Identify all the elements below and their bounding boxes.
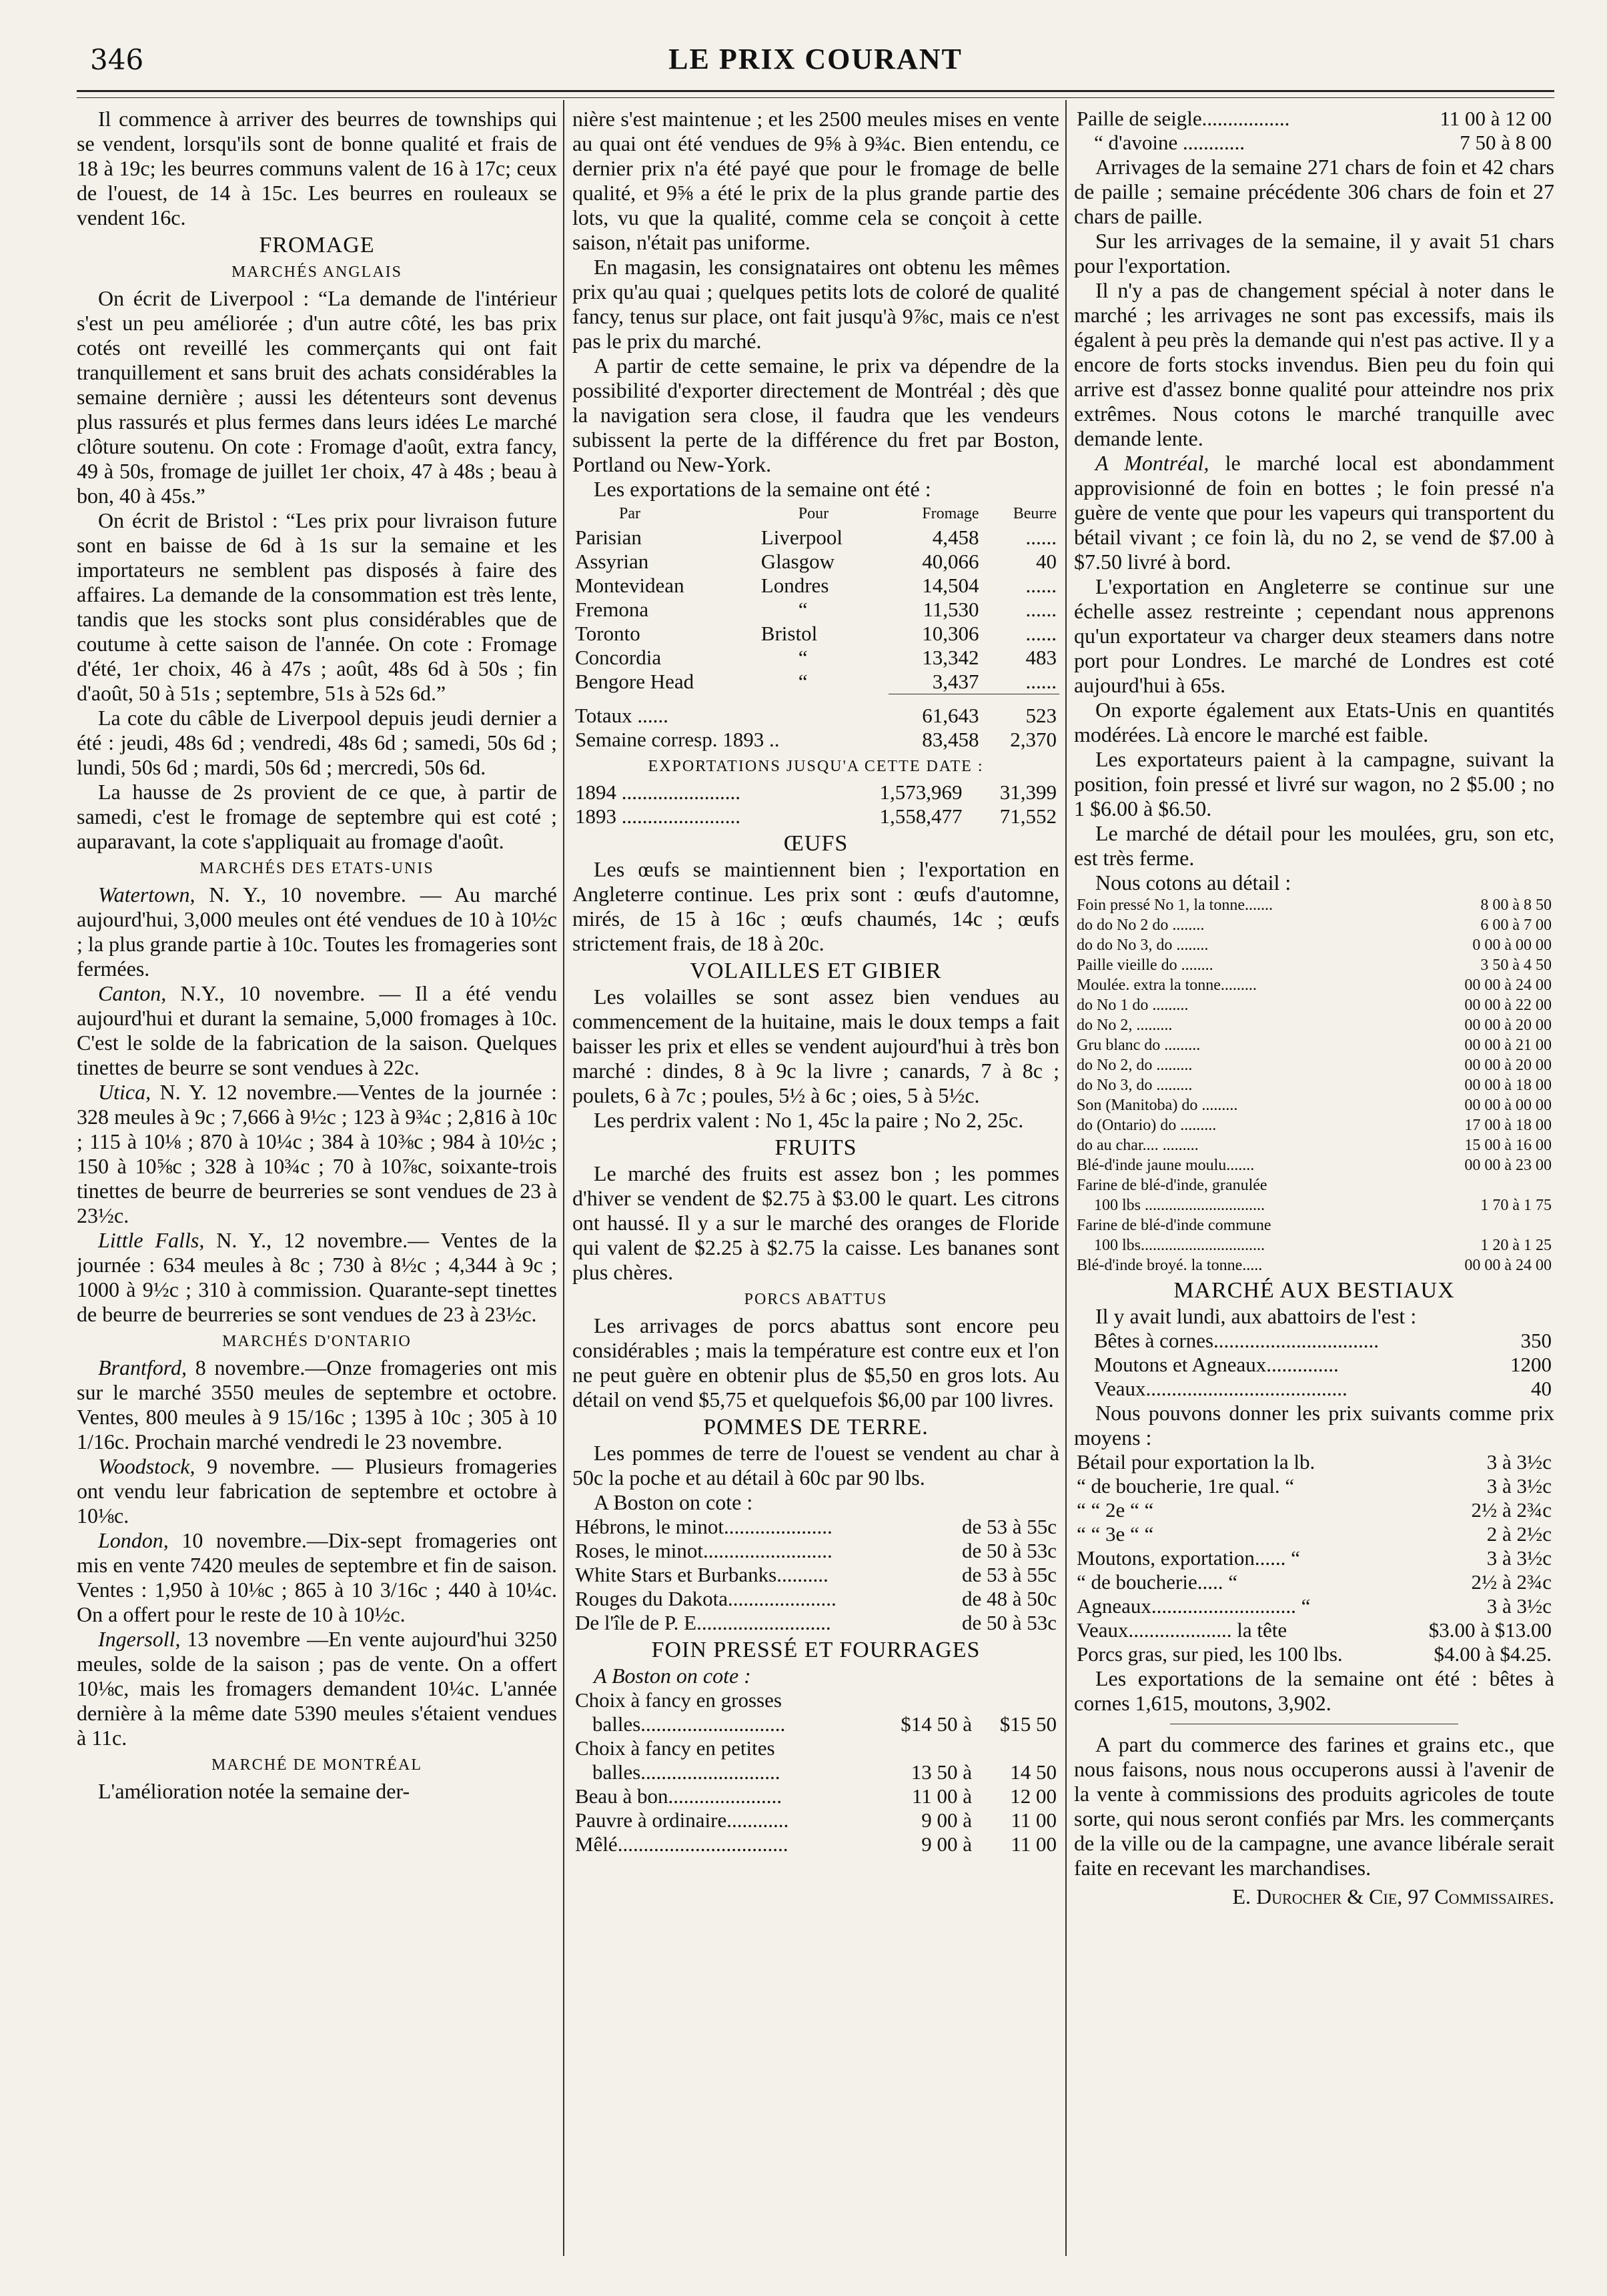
table-row xyxy=(1074,1195,1554,1215)
paragraph-arrivages: Arrivages de la semaine 271 chars de foin et 42 chars de paille ; semaine précédente 306 chars de foin et 27 chars de paille. xyxy=(1074,155,1554,228)
table-row xyxy=(1074,107,1554,131)
price-cell: $14 50 à xyxy=(901,1712,973,1736)
price-cell: 00 00 à 23 00 xyxy=(1464,1157,1552,1174)
table-row xyxy=(572,622,1059,646)
hay-table xyxy=(572,1688,1059,1856)
cheese-cell: 83,458 xyxy=(922,728,979,751)
price-cell: 1 20 à 1 25 xyxy=(1480,1237,1552,1254)
paragraph-exportateurs: Les exportateurs paient à la campagne, suivant la position, foin pressé et livré sur wagon, no 2 $5.00 ; no 1 $6.00 à $6.50. xyxy=(1074,747,1554,820)
item-cell: Choix à fancy en grosses xyxy=(575,1688,782,1712)
paragraph-montreal-hay xyxy=(1074,451,1554,574)
table-row xyxy=(1074,1055,1554,1075)
paragraph-angleterre: L'exportation en Angleterre se continue sur une échelle assez restreinte ; cependant nous apprenons qu'un exportateur va charger deux steamers dans notre port pour Londres. Le marché de Londres est coté aujourd'hui à 65s. xyxy=(1074,574,1554,697)
price-cell: 3 à 3½c xyxy=(1486,1474,1552,1498)
table-row xyxy=(1074,935,1554,955)
price-cell: 14 50 xyxy=(1010,1760,1057,1784)
item-cell: Veaux.................... la tête xyxy=(1077,1618,1287,1642)
paragraph-foin-boston: A Boston on cote : xyxy=(594,1664,751,1688)
paragraph-exporter: A partir de cette semaine, le prix va dépendre de la possibilité d'exporter directement de Montréal ; dès que la navigation sera close, il faudra que les vendeurs subissent la perte de la différence du fret par Boston, Portland ou New-York. xyxy=(572,354,1059,476)
ship-cell: Fremona xyxy=(575,598,649,621)
section-title-pommes: POMMES DE TERRE. xyxy=(703,1415,929,1440)
cheese-cell: 14,504 xyxy=(922,574,979,597)
price-cell: 00 00 à 00 00 xyxy=(1464,1097,1552,1114)
paragraph-magasin: En magasin, les consignataires ont obtenu les mêmes prix qu'au quai ; quelques petits lots de coloré de qualité fancy, tenus sur place, ont fait jusqu'à 9⅞c, mais ce n'est pas le prix du marché. xyxy=(572,255,1059,353)
price-cell: 1 70 à 1 75 xyxy=(1480,1197,1552,1214)
price-cell: 00 00 à 18 00 xyxy=(1464,1077,1552,1094)
header-rule-thin xyxy=(77,97,1554,98)
item-cell: “ d'avoine ............ xyxy=(1094,131,1245,154)
price-cell: 00 00 à 22 00 xyxy=(1464,997,1552,1014)
market-text: le marché local est abondamment approvisionné de foin en bottes ; le foin pressé n'a guère de vente que pour les vapeurs qui transportent du bétail vivant ; ce foin là, du no 2, se vend de $7.00 à $7.50 livré à bord. xyxy=(1074,451,1554,574)
butter-cell: ...... xyxy=(1025,598,1057,621)
item-cell: do No 1 do ......... xyxy=(1077,997,1189,1014)
exports-table xyxy=(572,502,1059,752)
table-row xyxy=(572,1832,1059,1856)
cheese-cell: 40,066 xyxy=(922,550,979,573)
price-cell: 9 00 à xyxy=(921,1832,973,1856)
price-cell: 11 00 à 12 00 xyxy=(1440,107,1552,130)
price-cell: 15 00 à 16 00 xyxy=(1464,1137,1552,1154)
table-row xyxy=(572,646,1059,670)
year-cell: 1893 ....................... xyxy=(575,804,740,828)
section-title-volailles: VOLAILLES ET GIBIER xyxy=(690,959,942,983)
table-row xyxy=(572,574,1059,598)
ship-cell: Assyrian xyxy=(575,550,649,573)
table-row xyxy=(1074,955,1554,975)
paragraph-arrivages-2: Sur les arrivages de la semaine, il y avait 51 chars pour l'exportation. xyxy=(1074,229,1554,277)
market-place: Watertown, xyxy=(98,883,195,907)
butter-cell: 2,370 xyxy=(1010,728,1057,751)
livestock-table xyxy=(1074,1329,1554,1401)
dest-cell: “ xyxy=(798,598,808,621)
paragraph-fruits: Le marché des fruits est assez bon ; les pommes d'hiver se vendent de $2.75 à $3.00 le quart. Les citrons ont haussé. Il y a sur le marché des oranges de Floride qui valent de $2.25 à $2.75 la caisse. Les bananes sont plus chères. xyxy=(572,1161,1059,1284)
butter-cell: 40 xyxy=(1036,550,1057,573)
paragraph-bestiaux-intro: Il y avait lundi, aux abattoirs de l'est : xyxy=(1095,1304,1417,1328)
market-entry xyxy=(77,1627,557,1750)
paragraph-exports-week: Les exportations de la semaine ont été : bêtes à cornes 1,615, moutons, 3,902. xyxy=(1074,1666,1554,1715)
market-text: 8 novembre.—Onze fromageries ont mis sur le marché 3550 meules de septembre et octobre. Ventes, 800 meules à 9 15/16c ; 1395 à 10c ; 305 à 10 1/16c. Prochain marché vendredi le 23 novembre. xyxy=(77,1355,557,1454)
table-row xyxy=(1074,1642,1554,1666)
running-title: LE PRIX COURANT xyxy=(668,43,963,75)
price-cell: 11 00 xyxy=(1011,1808,1057,1832)
item-cell: Pauvre à ordinaire............ xyxy=(575,1808,789,1832)
item-cell: Hébrons, le minot..................... xyxy=(575,1515,833,1538)
market-entry xyxy=(77,1454,557,1528)
ontario-markets xyxy=(77,1355,557,1750)
paragraph-etats-unis: On exporte également aux Etats-Unis en quantités modérées. Là encore le marché est faible. xyxy=(1074,698,1554,746)
item-cell: Blé-d'inde broyé. la tonne..... xyxy=(1077,1257,1263,1274)
market-entry xyxy=(77,1355,557,1454)
average-prices-table xyxy=(1074,1450,1554,1666)
price-cell: $15 50 xyxy=(999,1712,1057,1736)
dest-cell: Glasgow xyxy=(760,550,835,573)
item-cell: Son (Manitoba) do ......... xyxy=(1077,1097,1238,1114)
paragraph-butter: Il commence à arriver des beurres de townships qui se vendent, lorsqu'ils sont de bonne qualité et frais de 18 à 19c; les beurres communs valent de 16 à 17c; ceux de l'ouest, de 14 à 15c. Les beurres en rouleaux se vendent 16c. xyxy=(77,107,557,229)
table-row xyxy=(572,1784,1059,1808)
paragraph-changement: Il n'y a pas de changement spécial à noter dans le marché ; les arrivages ne sont pas excessifs, mais ils égalent à peu près la demande qui n'est pas active. Il y a encore de forts stocks invendus. Bien peu du foin qui arrive est d'assez bonne qualité pour atteindre nos prix extrêmes. Nous cotons le marché tranquille avec demande lente. xyxy=(1074,278,1554,450)
item-cell: Moutons, exportation...... “ xyxy=(1077,1546,1300,1570)
column-divider xyxy=(1065,100,1067,2256)
subsection-title-marches-anglais: MARCHÉS ANGLAIS xyxy=(231,263,403,281)
butter-cell: 523 xyxy=(982,694,1059,728)
table-row xyxy=(572,1808,1059,1832)
table-row xyxy=(572,1736,1059,1760)
butter-cell: ...... xyxy=(1025,574,1057,597)
section-title-fromage: FROMAGE xyxy=(259,233,375,257)
paragraph-hausse: La hausse de 2s provient de ce que, à partir de samedi, c'est le fromage de septembre qui est coté ; auparavant, la cote s'appliquait au fromage d'août. xyxy=(77,780,557,853)
price-cell: 6 00 à 7 00 xyxy=(1480,917,1552,934)
cheese-cell: 13,342 xyxy=(922,646,979,669)
item-cell: do No 2, ......... xyxy=(1077,1017,1173,1034)
section-title-oeufs: ŒUFS xyxy=(783,831,849,856)
butter-cell: 31,399 xyxy=(999,780,1057,804)
dest-cell: “ xyxy=(798,646,808,669)
table-row xyxy=(572,1688,1059,1712)
item-cell: do do No 2 do ........ xyxy=(1077,917,1205,934)
market-entry xyxy=(77,1228,557,1327)
table-row xyxy=(1074,995,1554,1015)
butter-cell: 483 xyxy=(1025,646,1057,669)
page-number: 346 xyxy=(90,43,144,76)
price-cell: 2½ à 2¾c xyxy=(1471,1570,1552,1594)
price-cell: 00 00 à 24 00 xyxy=(1464,977,1552,994)
table-row xyxy=(572,1587,1059,1611)
market-text: 13 novembre —En vente aujourd'hui 3250 meules, solde de la saison ; pas de vente. On a offert 10⅛c, mais les fromagers demandent 10¼c. L'année dernière à la même date 5390 meules s'étaient vendues à 11c. xyxy=(77,1627,557,1750)
table-row xyxy=(1074,1522,1554,1546)
market-place: Brantford, xyxy=(98,1355,187,1379)
market-entry xyxy=(77,1528,557,1627)
table-row xyxy=(572,1760,1059,1784)
section-title-fruits: FRUITS xyxy=(774,1135,857,1160)
paragraph-cable: La cote du câble de Liverpool depuis jeudi dernier a été : jeudi, 48s 6d ; vendredi, 48s 6d ; samedi, 50s 6d ; lundi, 50s 6d ; mardi, 50s 6d ; mercredi, 50s 6d. xyxy=(77,706,557,779)
price-cell xyxy=(1403,1175,1554,1195)
price-cell: 7 50 à 8 00 xyxy=(1460,131,1552,154)
table-row xyxy=(572,550,1059,574)
item-cell: Paille de seigle................. xyxy=(1077,107,1290,130)
item-cell: balles............................ xyxy=(592,1712,786,1736)
price-cell: de 53 à 55c xyxy=(961,1563,1057,1586)
item-cell: 100 lbs............................... xyxy=(1094,1237,1265,1254)
paragraph-detail-cote: Nous cotons au détail : xyxy=(1095,871,1291,895)
ship-cell: Montevidean xyxy=(575,574,684,597)
table-row xyxy=(572,804,1059,828)
paragraph-boston-intro: A Boston on cote : xyxy=(594,1490,753,1514)
item-cell: Gru blanc do ......... xyxy=(1077,1037,1201,1054)
paragraph-volailles: Les volailles se sont assez bien vendues au commencement de la huitaine, mais le doux temps a fait baisser les prix et elles se vendent aujourd'hui à très bon marché : dindes, 8 à 9c la livre ; canards, 7 à 8c ; poulets, 6 à 7c ; poules, 5½ à 6c ; oies, 5 à 5½c. xyxy=(572,985,1059,1107)
price-cell: de 53 à 55c xyxy=(961,1515,1057,1538)
price-cell: 00 00 à 24 00 xyxy=(1464,1257,1552,1274)
market-place: Utica, xyxy=(98,1080,151,1104)
price-cell: 00 00 à 21 00 xyxy=(1464,1037,1552,1054)
paragraph-pommes: Les pommes de terre de l'ouest se vendent au char à 50c la poche et au détail à 60c par 90 lbs. xyxy=(572,1441,1059,1490)
table-header: Pour xyxy=(798,505,829,522)
signature: E. Durocher & Cie, 97 Commissaires. xyxy=(1232,1884,1554,1908)
butter-cell: ...... xyxy=(1025,622,1057,645)
market-text: N. Y., 10 novembre. — Au marché aujourd'hui, 3,000 meules ont été vendues de 10 à 10½c ; la plus grande partie à 10c. Toutes les fromageries sont fermées. xyxy=(77,883,557,981)
item-cell: Farine de blé-d'inde, granulée xyxy=(1077,1177,1267,1194)
item-cell: Beau à bon...................... xyxy=(575,1784,782,1808)
price-cell: 2 à 2½c xyxy=(1486,1522,1552,1546)
item-cell: Veaux....................................... xyxy=(1094,1377,1348,1400)
exports-to-date-title: EXPORTATIONS JUSQU'A CETTE DATE : xyxy=(648,758,984,775)
header-rule xyxy=(77,90,1554,92)
table-row xyxy=(572,526,1059,550)
price-cell: $4.00 à $4.25. xyxy=(1434,1642,1552,1666)
market-place: London, xyxy=(98,1528,169,1552)
item-cell: Mêlé................................. xyxy=(575,1832,788,1856)
table-row xyxy=(572,1539,1059,1563)
table-row xyxy=(572,780,1059,804)
column-1 xyxy=(77,107,557,2269)
price-cell: 00 00 à 20 00 xyxy=(1464,1057,1552,1074)
item-cell: Roses, le minot......................... xyxy=(575,1539,833,1562)
price-cell: 3 50 à 4 50 xyxy=(1480,957,1552,974)
item-cell: Blé-d'inde jaune moulu....... xyxy=(1077,1157,1255,1174)
item-cell: do (Ontario) do ......... xyxy=(1077,1117,1217,1134)
table-row xyxy=(1074,1618,1554,1642)
item-cell: Farine de blé-d'inde commune xyxy=(1077,1217,1271,1234)
table-header: Fromage xyxy=(922,505,979,522)
item-cell: balles........................... xyxy=(592,1760,780,1784)
ship-cell: Concordia xyxy=(575,646,662,669)
market-text: N. Y., 12 novembre.— Ventes de la journée : 634 meules à 8c ; 730 à 8½c ; 4,344 à 9c ; 1000 à 9½c ; 310 à commission. Quarante-sept tinettes de beurre de beurreries se sont vendues de 23 à 23½c. xyxy=(77,1228,557,1326)
table-row xyxy=(572,1515,1059,1539)
ship-cell: Toronto xyxy=(575,622,640,645)
item-cell: “ de boucherie..... “ xyxy=(1077,1570,1237,1594)
item-cell: “ “ 2e “ “ xyxy=(1077,1498,1154,1522)
item-cell: Bêtes à cornes................................ xyxy=(1094,1329,1380,1352)
straw-table xyxy=(1074,107,1554,155)
price-cell: 11 00 à xyxy=(911,1784,973,1808)
item-cell: Foin pressé No 1, la tonne....... xyxy=(1077,897,1273,914)
market-entry xyxy=(77,883,557,981)
paragraph-oeufs: Les œufs se maintiennent bien ; l'exportation en Angleterre continue. Les prix sont : œufs d'automne, mirés, de 15 à 16c ; œufs chaumés, 14c ; œufs strictement frais, de 18 à 20c. xyxy=(572,857,1059,955)
year-cell: 1894 ....................... xyxy=(575,780,740,804)
market-entry xyxy=(77,1080,557,1228)
table-row xyxy=(1074,131,1554,155)
count-cell: 40 xyxy=(1531,1377,1552,1400)
market-place: Little Falls, xyxy=(98,1228,205,1252)
market-text: 9 novembre. — Plusieurs fromageries ont vendu leur fabrication de septembre et octobre à 10⅛c. xyxy=(77,1454,557,1528)
market-place: Canton, xyxy=(98,981,167,1005)
table-row xyxy=(572,1712,1059,1736)
price-cell: 12 00 xyxy=(1010,1784,1057,1808)
item-cell: Moutons et Agneaux.............. xyxy=(1094,1353,1339,1376)
paragraph-farines: A part du commerce des farines et grains etc., que nous faisons, nous nous occuperons aussi à l'avenir de la vente à commissions des produits agricoles de toute sorte, qui nous seront confiés par Mrs. les commerçants de la ville ou de la campagne, une avance libérale serait faite en recevant les marchandises. xyxy=(1074,1732,1554,1880)
table-row xyxy=(572,598,1059,622)
price-cell: 8 00 à 8 50 xyxy=(1480,897,1552,914)
corresp-row xyxy=(572,728,1059,752)
price-cell: 00 00 à 20 00 xyxy=(1464,1017,1552,1034)
paragraph-detail: Le marché de détail pour les moulées, gru, son etc, est très ferme. xyxy=(1074,821,1554,870)
butter-cell: ...... xyxy=(1025,526,1057,549)
price-cell xyxy=(871,1688,975,1712)
table-row xyxy=(1074,1235,1554,1255)
price-cell: de 48 à 50c xyxy=(961,1587,1057,1610)
table-row xyxy=(1074,1075,1554,1095)
market-place: Ingersoll, xyxy=(98,1627,181,1651)
dest-cell: Londres xyxy=(760,574,829,597)
butter-cell: 71,552 xyxy=(999,804,1057,828)
section-title-foin: FOIN PRESSÉ ET FOURRAGES xyxy=(651,1638,981,1662)
table-row xyxy=(1074,975,1554,995)
table-row xyxy=(1074,1215,1554,1235)
subsection-title-montreal: MARCHÉ DE MONTRÉAL xyxy=(211,1756,422,1774)
totals-row xyxy=(572,694,1059,728)
table-row xyxy=(1074,1035,1554,1055)
corresp-label: Semaine corresp. 1893 .. xyxy=(575,728,780,751)
item-cell: Moulée. extra la tonne......... xyxy=(1077,977,1257,994)
price-cell: 13 50 à xyxy=(911,1760,973,1784)
item-cell: Paille vieille do ........ xyxy=(1077,957,1213,974)
market-place: A Montréal, xyxy=(1095,451,1209,475)
us-markets xyxy=(77,883,557,1327)
table-row xyxy=(1074,1095,1554,1115)
item-cell: Agneaux............................ “ xyxy=(1077,1594,1311,1618)
cheese-cell: 61,643 xyxy=(889,694,982,728)
paragraph-exports-intro: Les exportations de la semaine ont été : xyxy=(594,477,931,501)
table-row xyxy=(1074,1015,1554,1035)
price-cell xyxy=(1403,1215,1554,1235)
item-cell: Rouges du Dakota..................... xyxy=(575,1587,837,1610)
cheese-cell: 1,573,969 xyxy=(879,780,963,804)
column-3 xyxy=(1074,107,1554,2269)
table-row xyxy=(1074,1255,1554,1275)
item-cell: Choix à fancy en petites xyxy=(575,1736,775,1760)
market-place: Woodstock, xyxy=(98,1454,195,1478)
item-cell: “ “ 3e “ “ xyxy=(1077,1522,1154,1546)
table-row xyxy=(1074,1450,1554,1474)
ship-cell: Parisian xyxy=(575,526,642,549)
totals-label: Totaux ...... xyxy=(575,703,668,727)
market-text: N. Y. 12 novembre.—Ventes de la journée : 328 meules à 9c ; 7,666 à 9½c ; 123 à 9¾c ; 2,816 à 10c ; 115 à 10⅛ ; 870 à 10¼c ; 384 à 10⅜c ; 984 à 10½c ; 150 à 10⅝c ; 328 à 10¾c ; 70 à 10⅞c, soixante-trois tinettes de beurre de beurreries se sont vendues de 23 à 23½c. xyxy=(77,1080,557,1227)
price-cell xyxy=(975,1736,1059,1760)
market-text: N.Y., 10 novembre. — Il a été vendu aujourd'hui et durant la semaine, 5,000 fromages à 10c. C'est le solde de la fabrication de la saison. Quelques tinettes de beurre se sont vendues à 22c. xyxy=(77,981,557,1079)
price-cell: 3 à 3½c xyxy=(1486,1450,1552,1474)
item-cell: “ de boucherie, 1re qual. “ xyxy=(1077,1474,1295,1498)
exports-to-date-table xyxy=(572,780,1059,828)
price-cell: 3 à 3½c xyxy=(1486,1594,1552,1618)
table-header: Beurre xyxy=(1013,505,1057,522)
table-row xyxy=(572,1563,1059,1587)
count-cell: 1200 xyxy=(1510,1353,1552,1376)
price-cell xyxy=(975,1688,1059,1712)
column-divider xyxy=(563,100,564,2256)
price-cell: $3.00 à $13.00 xyxy=(1428,1618,1552,1642)
subsection-title-ontario: MARCHÉS D'ONTARIO xyxy=(222,1333,412,1350)
table-row xyxy=(1074,1498,1554,1522)
paragraph-porcs: Les arrivages de porcs abattus sont encore peu considérables ; mais la température est contre eux et l'on ne peut guère en obtenir plus de $5,50 en gros lots. Au détail on vend $5,75 et quelquefois $6,00 par 100 livres. xyxy=(572,1313,1059,1411)
table-row xyxy=(1074,1570,1554,1594)
market-entry xyxy=(77,981,557,1080)
subsection-title-porcs: PORCS ABATTUS xyxy=(744,1291,888,1308)
cheese-cell: 1,558,477 xyxy=(879,804,963,828)
market-text: 10 novembre.—Dix-sept fromageries ont mis en vente 7420 meules de septembre et fin de saison. Ventes : 1,950 à 10⅛c ; 865 à 10 3/16c ; 440 à 10¼c. On a offert pour le reste de 10 à 10½c. xyxy=(77,1528,557,1626)
paragraph-montreal-start: L'amélioration notée la semaine der- xyxy=(98,1779,410,1803)
price-cell: 9 00 à xyxy=(921,1808,973,1832)
boston-potatoes-table xyxy=(572,1515,1059,1635)
price-cell xyxy=(871,1736,975,1760)
paragraph-prix-moyens: Nous pouvons donner les prix suivants comme prix moyens : xyxy=(1074,1401,1554,1450)
butter-cell: ...... xyxy=(1025,670,1057,693)
item-cell: 100 lbs .............................. xyxy=(1094,1197,1265,1214)
column-2 xyxy=(572,107,1059,2269)
table-row xyxy=(1074,1329,1554,1353)
subsection-title-etats-unis: MARCHÉS DES ETATS-UNIS xyxy=(199,860,434,877)
dest-cell: “ xyxy=(798,670,808,693)
table-row xyxy=(572,670,1059,694)
item-cell: Bétail pour exportation la lb. xyxy=(1077,1450,1315,1474)
price-cell: 0 00 à 00 00 xyxy=(1472,937,1552,954)
item-cell: do au char.... ......... xyxy=(1077,1137,1199,1154)
price-cell: 17 00 à 18 00 xyxy=(1464,1117,1552,1134)
section-title-bestiaux: MARCHÉ AUX BESTIAUX xyxy=(1173,1278,1455,1303)
table-row xyxy=(1074,1353,1554,1377)
cheese-cell: 11,530 xyxy=(923,598,979,621)
table-row xyxy=(1074,1135,1554,1155)
item-cell: Porcs gras, sur pied, les 100 lbs. xyxy=(1077,1642,1343,1666)
ship-cell: Bengore Head xyxy=(575,670,694,693)
price-cell: 2½ à 2¾c xyxy=(1471,1498,1552,1522)
table-row xyxy=(1074,895,1554,915)
cheese-cell: 10,306 xyxy=(922,622,979,645)
table-row xyxy=(1074,1377,1554,1401)
table-row xyxy=(1074,915,1554,935)
table-row xyxy=(1074,1594,1554,1618)
cheese-cell: 4,458 xyxy=(932,526,979,549)
item-cell: do No 3, do ......... xyxy=(1077,1077,1193,1094)
retail-table xyxy=(1074,895,1554,1275)
table-row xyxy=(1074,1474,1554,1498)
price-cell: de 50 à 53c xyxy=(961,1539,1057,1562)
item-cell: do No 2, do ......... xyxy=(1077,1057,1193,1074)
dest-cell: Bristol xyxy=(760,622,818,645)
table-row xyxy=(1074,1175,1554,1195)
price-cell: 11 00 xyxy=(1011,1832,1057,1856)
table-header: Par xyxy=(619,505,640,522)
paragraph-liverpool: On écrit de Liverpool : “La demande de l'intérieur s'est un peu améliorée ; d'un autre côté, les bas prix cotés ont reveillé les commerçants qui ont fait tranquillement et sans bruit des achats considérables la semaine dernière ; aussi les détenteurs sont devenus plus rassurés et plus fermes dans leurs idées Le marché clôture soutenu. On cote : Fromage d'août, extra fancy, 49 à 50s, fromage de juillet 1er choix, 47 à 48s ; beau à bon, 40 à 45s.” xyxy=(77,286,557,508)
table-row xyxy=(1074,1115,1554,1135)
page-header xyxy=(77,37,1554,83)
cheese-cell: 3,437 xyxy=(932,670,979,693)
item-cell: do do No 3, do ........ xyxy=(1077,937,1209,954)
item-cell: De l'île de P. E.......................... xyxy=(575,1611,831,1634)
dest-cell: Liverpool xyxy=(760,526,843,549)
paragraph-perdrix: Les perdrix valent : No 1, 45c la paire ; No 2, 25c. xyxy=(594,1108,1024,1132)
price-cell: 3 à 3½c xyxy=(1486,1546,1552,1570)
paragraph-montreal-cont: nière s'est maintenue ; et les 2500 meules mises en vente au quai ont été vendues de 9⅝ à 9¾c. Bien entendu, ce dernier prix n'a été payé que pour le fromage de belle qualité, et 9⅝ a été le prix de la plus grande partie des lots, vu que la qualité, comme cela se conçoit à cette saison, n'était pas uniforme. xyxy=(572,107,1059,254)
count-cell: 350 xyxy=(1520,1329,1552,1352)
price-cell: de 50 à 53c xyxy=(961,1611,1057,1634)
table-row xyxy=(1074,1546,1554,1570)
table-row xyxy=(572,1611,1059,1635)
paragraph-bristol: On écrit de Bristol : “Les prix pour livraison future sont en baisse de 6d à 1s sur la semaine et les importateurs ne semblent pas disposés à faire des affaires. La demande de la consommation est très lente, tandis que les stocks sont plus considérables que de coutume à cette saison de l'année. On cote : Fromage d'été, 1er choix, 46 à 47s ; août, 48s 6d à 50s ; fin d'août, 50 à 51s ; septembre, 51s à 52s 6d.” xyxy=(77,508,557,705)
table-header-row xyxy=(572,502,1059,526)
item-cell: White Stars et Burbanks.......... xyxy=(575,1563,829,1586)
table-row xyxy=(1074,1155,1554,1175)
